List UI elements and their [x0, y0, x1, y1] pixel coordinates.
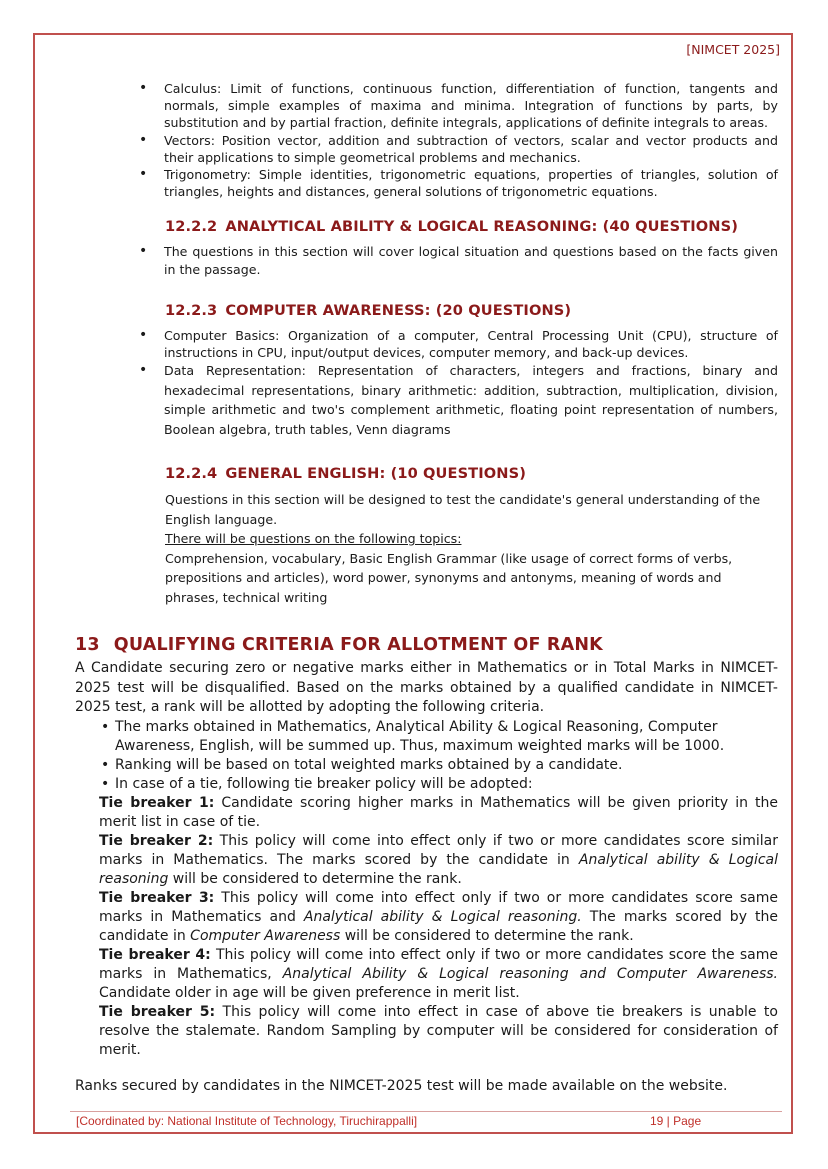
list-item: • Calculus: Limit of functions, continuous function, differentiation of function, tangents and normals, simple examples of maxima and minima. Integration of functions by parts, by substitution and by partial fraction, definite integrals, applications of definite integrals to areas.: [139, 80, 778, 132]
tie-breaker-4: Tie breaker 4: This policy will come into effect only if two or more candidates score the same marks in Mathematics, Analytical Ability & Logical reasoning and Computer Awareness. Candidate older in age will be given preference in merit list.: [99, 946, 778, 1001]
english-intro: Questions in this section will be designed to test the candidate's general understanding of the English language.: [165, 492, 761, 527]
section-heading-12-2-3: 12.2.3 COMPUTER AWARENESS: (20 QUESTIONS): [165, 301, 572, 319]
list-item: • Trigonometry: Simple identities, trigonometric equations, properties of triangles, solution of triangles, heights and distances, general solutions of trigonometric equations.: [139, 166, 778, 200]
tie-breaker-5: Tie breaker 5: This policy will come into effect in case of above tie breakers is unable to resolve the stalemate. Random Sampling by computer will be considered for consideration of merit.: [99, 1003, 778, 1058]
tie-breaker-3: Tie breaker 3: This policy will come into effect only if two or more candidates score same marks in Mathematics and Analytical ability & Logical reasoning. The marks scored by the candidate in Computer Awareness will be considered to determine the rank.: [99, 889, 778, 944]
tie-breaker-2: Tie breaker 2: This policy will come into effect only if two or more candidates score similar marks in Mathematics. The marks scored by the candidate in Analytical ability & Logical reasoning will be considered to determine the rank.: [99, 832, 778, 887]
section-heading-12-2-4: 12.2.4 GENERAL ENGLISH: (10 QUESTIONS): [165, 465, 526, 483]
english-topics-heading: There will be questions on the following topics:: [165, 531, 462, 547]
computer-awareness-list: [139, 327, 778, 439]
footer-coordinator: [Coordinated by: National Institute of Technology, Tiruchirappalli]: [76, 1114, 418, 1128]
header-tag: [NIMCET 2025]: [686, 42, 780, 57]
list-item: • The marks obtained in Mathematics, Analytical Ability & Logical Reasoning, Computer Awareness, English, will be summed up. Thus, maximum weighted marks will be 1000.: [101, 718, 778, 756]
list-item: • Vectors: Position vector, addition and subtraction of vectors, scalar and vector products and their applications to simple geometrical problems and mechanics.: [139, 132, 778, 166]
section-heading-13: 13 QUALIFYING CRITERIA FOR ALLOTMENT OF RANK: [75, 635, 603, 656]
tie-breaker-1: Tie breaker 1: Candidate scoring higher marks in Mathematics will be given priority in the merit list in case of tie.: [99, 794, 778, 830]
list-item: • Computer Basics: Organization of a computer, Central Processing Unit (CPU), structure of instructions in CPU, input/output devices, computer memory, and back-up devices.: [139, 327, 778, 361]
ranks-note: Ranks secured by candidates in the NIMCET-2025 test will be made available on the website.: [75, 1077, 728, 1094]
analytical-list: [139, 243, 778, 277]
section-heading-12-2-2: 12.2.2 ANALYTICAL ABILITY & LOGICAL REASONING: (40 QUESTIONS): [165, 218, 738, 236]
list-item: • In case of a tie, following tie breaker policy will be adopted:: [101, 775, 778, 794]
list-item: • Ranking will be based on total weighted marks obtained by a candidate.: [101, 756, 778, 775]
page-number: 19 | Page: [650, 1114, 702, 1128]
list-item: • The questions in this section will cover logical situation and questions based on the facts given in the passage.: [139, 243, 778, 277]
english-topics: Comprehension, vocabulary, Basic English Grammar (like usage of correct forms of verbs, prepositions and articles), word power, synonyms and antonyms, meaning of words and phrases, technical writing: [165, 550, 733, 605]
list-item: • Data Representation: Representation of characters, integers and fractions, binary and hexadecimal representations, binary arithmetic: addition, subtraction, multiplication, division, simple arithmetic and two's complement arithmetic, floating point representation of numbers, Boolean algebra, truth tables, Venn diagrams: [139, 361, 778, 439]
page-content: [75, 80, 778, 1096]
syllabus-list: [139, 80, 778, 200]
ranking-bullets: [101, 718, 778, 794]
qualifying-paragraph: A Candidate securing zero or negative marks either in Mathematics or in Total Marks in NIMCET-2025 test will be disqualified. Based on the marks obtained by a qualified candidate in NIMCET-2025 test, a rank will be allotted by adopting the following criteria.: [75, 660, 778, 716]
footer-rule: [70, 1111, 782, 1112]
